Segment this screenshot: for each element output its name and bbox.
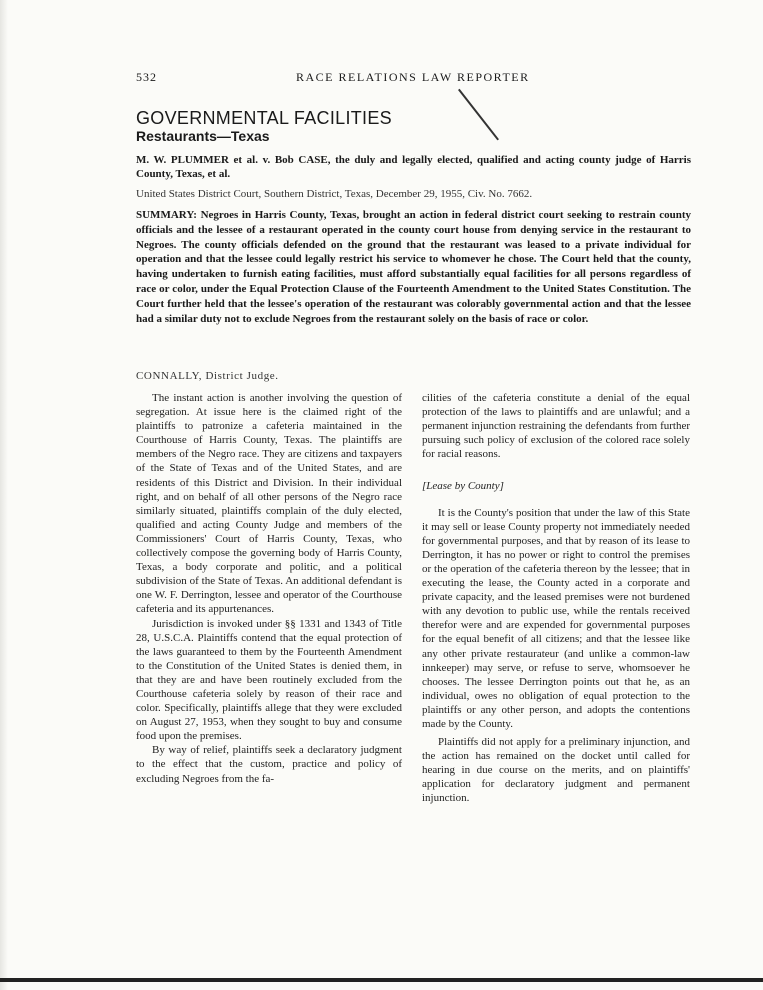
- body-paragraph: Jurisdiction is invoked under §§ 1331 and 1343 of Title 28, U.S.C.A. Plaintiffs contend that the equal protection of the laws guaranteed to them by the Fourteenth Amendment to the Constitution of the United States is denied them, in that they are and have been routinely excluded from the Courthouse cafeteria solely by reason of their race and color. Specifically, plaintiffs allege that they were excluded on August 27, 1953, when they sought to buy and consume food upon the premises.: [136, 617, 402, 743]
- section-title: GOVERNMENTAL FACILITIES: [136, 108, 392, 128]
- section-subtitle: Restaurants—Texas: [136, 128, 270, 144]
- page-number: 532: [136, 70, 157, 84]
- left-column: [136, 391, 402, 786]
- section-subheading: [Lease by County]: [422, 480, 504, 493]
- pen-mark: [458, 89, 499, 141]
- body-paragraph: It is the County's position that under the law of this State it may sell or lease County property not immediately needed for governmental purposes, and that by reason of its lease to Derrington, it has no power or right to control the premises or the operation of the cafeteria thereon by the lessee; that in executing the lease, the County acted in a corporate and private capacity, and the leased premises were not burdened with any devotion to public use, while the rentals received therefor were and are expended for governmental purposes for the equal benefit of all citizens; and that the lessee like any other private restaurateur (and unlike a common-law innkeeper) may serve, or refuse to serve, whomsoever he chooses. The lessee Derrington points out that he, as an individual, owes no obligation of equal protection to the plaintiffs or any other person, and adopts the contentions made by the County.: [422, 506, 690, 730]
- body-paragraph-continued: cilities of the cafeteria constitute a denial of the equal protection of the laws to plaintiffs and are unlawful; and a permanent injunction restraining the defendants from further pursuing such policy of exclusion of the colored race solely for racial reasons.: [422, 392, 690, 461]
- opinion-author: CONNALLY, District Judge.: [136, 370, 279, 382]
- right-column: [422, 391, 690, 806]
- body-paragraph: The instant action is another involving the question of segregation. At issue here is the claimed right of the plaintiffs to patronize a cafeteria maintained in the Courthouse of Harris County, Texas. The plaintiffs are members of the Negro race. They are citizens and taxpayers of the State of Texas and of the United States, and are residents of this District and Division. In their individual right, and on behalf of all other persons of the Negro race similarly situated, plaintiffs complain of the duly elected, qualified and acting County Judge and members of the Commissioners' Court of Harris County, Texas, who collectively compose the governing body of Harris County, Texas, a body corporate and politic, and a political subdivision of the State of Texas. An additional defendant is one W. F. Derrington, lessee and operator of the Courthouse cafeteria and its appurtenances.: [136, 392, 402, 616]
- case-caption: M. W. PLUMMER et al. v. Bob CASE, the duly and legally elected, qualified and acting county judge of Harris County, Texas, et al.: [136, 154, 691, 180]
- scan-bottom-edge: [0, 978, 763, 982]
- body-paragraph: By way of relief, plaintiffs seek a declaratory judgment to the effect that the custom, practice and policy of excluding Negroes from the fa-: [136, 744, 402, 785]
- running-head: RACE RELATIONS LAW REPORTER: [296, 70, 530, 84]
- body-paragraph: Plaintiffs did not apply for a preliminary injunction, and the action has remained on the docket until called for hearing in due course on the merits, and on plaintiffs' application for declaratory judgment and permanent injunction.: [422, 736, 690, 805]
- case-summary: SUMMARY: Negroes in Harris County, Texas, brought an action in federal district court seeking to restrain county officials and the lessee of a restaurant operated in the county court house from denying service in the restaurant to Negroes. The county officials defended on the ground that the restaurant was leased to a private individual for operation and that the lessee could legally restrict his service to whomever he chose. The Court held that the county, having undertaken to furnish eating facilities, must afford substantially equal facilities for all persons regardless of race or color, under the Equal Protection Clause of the Fourteenth Amendment to the United States Constitution. The Court further held that the lessee's operation of the restaurant was colorably governmental action and that the lessee had a similar duty not to exclude Negroes from the restaurant solely on the basis of race or color.: [136, 209, 691, 325]
- scan-edge-shadow: [0, 0, 8, 990]
- case-citation: United States District Court, Southern District, Texas, December 29, 1955, Civ. No. 7662.: [136, 188, 533, 200]
